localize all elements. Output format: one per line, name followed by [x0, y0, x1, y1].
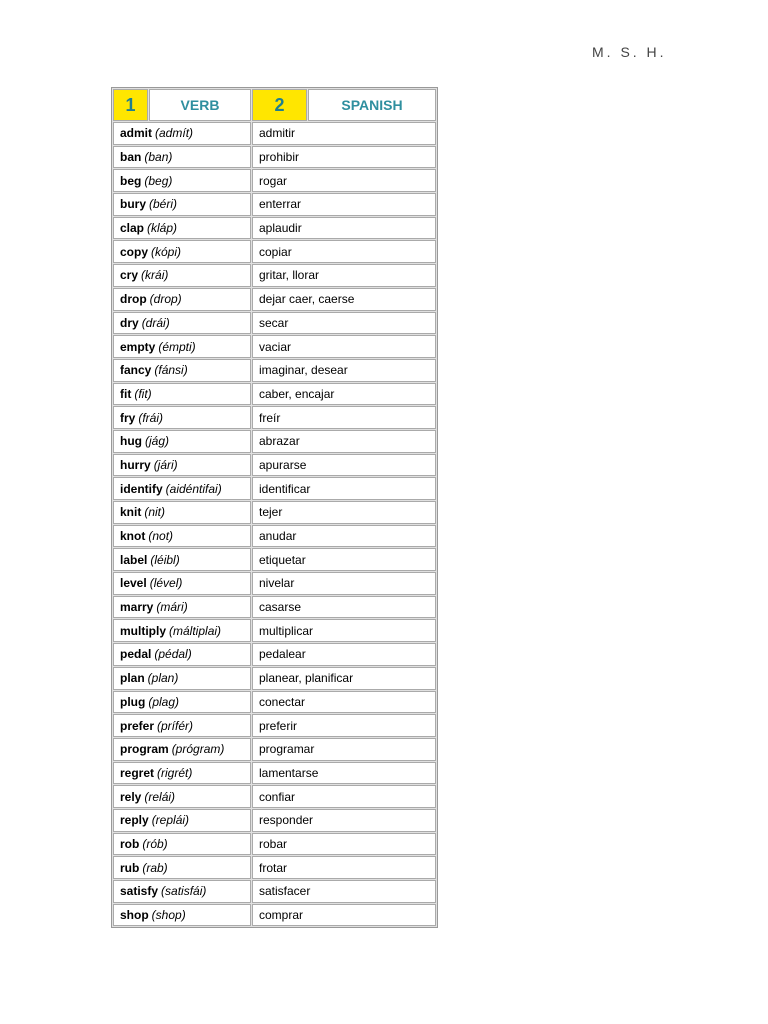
table-body — [113, 122, 436, 926]
verb-word: prefer — [120, 718, 155, 733]
verb-word: fry — [120, 410, 136, 425]
verb-cell — [113, 572, 251, 595]
spanish-translation-cell: gritar, llorar — [252, 264, 436, 287]
verb-word: copy — [120, 244, 149, 259]
verb-word: plug — [120, 694, 146, 709]
spanish-translation-cell: satisfacer — [252, 880, 436, 903]
verb-pronunciation: (béri) — [149, 197, 178, 212]
column-2-number: 2 — [252, 89, 307, 121]
table-row — [113, 383, 436, 406]
verb-pronunciation: (máltiplai) — [169, 623, 222, 638]
verb-cell — [113, 430, 251, 453]
verb-pronunciation: (nit) — [144, 505, 166, 520]
table-row — [113, 217, 436, 240]
verb-cell — [113, 785, 251, 808]
spanish-translation-cell: tejer — [252, 501, 436, 524]
spanish-translation-cell: vaciar — [252, 335, 436, 358]
verb-cell — [113, 146, 251, 169]
table-row — [113, 880, 436, 903]
table-header-row — [113, 89, 436, 121]
verb-word: beg — [120, 173, 142, 188]
verb-word: knit — [120, 505, 142, 520]
spanish-translation-cell: freír — [252, 406, 436, 429]
table-row — [113, 454, 436, 477]
verb-pronunciation: (émpti) — [158, 339, 196, 354]
table-row — [113, 193, 436, 216]
verb-word: admit — [120, 126, 153, 141]
verb-word: identify — [120, 481, 163, 496]
spanish-translation-cell: prohibir — [252, 146, 436, 169]
verb-pronunciation: (beg) — [144, 173, 173, 188]
verb-pronunciation: (rób) — [142, 836, 168, 851]
verb-pronunciation: (plan) — [147, 671, 179, 686]
column-1-number: 1 — [113, 89, 148, 121]
verb-pronunciation: (drái) — [141, 315, 170, 330]
author-initials: M. S. H. — [592, 44, 667, 60]
verb-cell — [113, 667, 251, 690]
verb-cell — [113, 477, 251, 500]
verb-cell — [113, 501, 251, 524]
verb-cell — [113, 643, 251, 666]
verb-word: fit — [120, 386, 132, 401]
verb-word: shop — [120, 908, 149, 923]
spanish-translation-cell: preferir — [252, 714, 436, 737]
spanish-translation-cell: dejar caer, caerse — [252, 288, 436, 311]
verb-pronunciation: (lével) — [149, 576, 183, 591]
verb-cell — [113, 525, 251, 548]
verb-pronunciation: (mári) — [156, 600, 188, 615]
spanish-translation-cell: multiplicar — [252, 619, 436, 642]
spanish-translation-cell: anudar — [252, 525, 436, 548]
table-row — [113, 359, 436, 382]
verb-pronunciation: (pédal) — [154, 647, 192, 662]
verb-cell — [113, 548, 251, 571]
verb-cell — [113, 288, 251, 311]
spanish-translation-cell: imaginar, desear — [252, 359, 436, 382]
verb-word: regret — [120, 765, 155, 780]
verb-word: cry — [120, 268, 139, 283]
verb-cell — [113, 383, 251, 406]
verb-cell — [113, 240, 251, 263]
verb-word: pedal — [120, 647, 152, 662]
verb-word: rely — [120, 789, 142, 804]
verb-pronunciation: (relái) — [144, 789, 176, 804]
verb-pronunciation: (jári) — [153, 457, 178, 472]
verb-pronunciation: (krái) — [141, 268, 169, 283]
verb-word: level — [120, 576, 147, 591]
spanish-translation-cell: responder — [252, 809, 436, 832]
table-row — [113, 643, 436, 666]
verb-word: marry — [120, 600, 154, 615]
verb-cell — [113, 193, 251, 216]
spanish-translation-cell: aplaudir — [252, 217, 436, 240]
verb-cell — [113, 856, 251, 879]
verb-word: plan — [120, 671, 145, 686]
verb-pronunciation: (kópi) — [151, 244, 182, 259]
verb-word: rub — [120, 860, 140, 875]
table-row — [113, 501, 436, 524]
table-row — [113, 596, 436, 619]
verb-word: dry — [120, 315, 139, 330]
spanish-translation-cell: casarse — [252, 596, 436, 619]
table-row — [113, 856, 436, 879]
verb-word: satisfy — [120, 884, 159, 899]
table-row — [113, 122, 436, 145]
verb-cell — [113, 738, 251, 761]
spanish-translation-cell: confiar — [252, 785, 436, 808]
verb-cell — [113, 169, 251, 192]
table-row — [113, 335, 436, 358]
verb-cell — [113, 596, 251, 619]
table-row — [113, 169, 436, 192]
spanish-translation-cell: comprar — [252, 904, 436, 927]
verb-cell — [113, 122, 251, 145]
verb-cell — [113, 406, 251, 429]
spanish-translation-cell: nivelar — [252, 572, 436, 595]
verb-cell — [113, 762, 251, 785]
spanish-translation-cell: pedalear — [252, 643, 436, 666]
verb-pronunciation: (plag) — [148, 694, 180, 709]
verb-word: bury — [120, 197, 147, 212]
verb-cell — [113, 691, 251, 714]
spanish-translation-cell: conectar — [252, 691, 436, 714]
spanish-translation-cell: programar — [252, 738, 436, 761]
verb-word: clap — [120, 221, 145, 236]
table-row — [113, 312, 436, 335]
verb-pronunciation: (replái) — [151, 813, 190, 828]
verb-word: knot — [120, 529, 146, 544]
verb-pronunciation: (kláp) — [147, 221, 178, 236]
spanish-translation-cell: admitir — [252, 122, 436, 145]
verb-cell — [113, 454, 251, 477]
column-spanish-header: SPANISH — [308, 89, 436, 121]
verb-word: rob — [120, 836, 140, 851]
table-row — [113, 904, 436, 927]
spanish-translation-cell: enterrar — [252, 193, 436, 216]
verb-cell — [113, 359, 251, 382]
verb-pronunciation: (prífér) — [157, 718, 194, 733]
spanish-translation-cell: rogar — [252, 169, 436, 192]
verb-word: hurry — [120, 457, 151, 472]
verb-cell — [113, 880, 251, 903]
verb-pronunciation: (not) — [148, 529, 174, 544]
verb-cell — [113, 312, 251, 335]
verb-pronunciation: (jág) — [145, 434, 170, 449]
table-row — [113, 738, 436, 761]
verb-pronunciation: (léibl) — [150, 552, 180, 567]
verb-word: program — [120, 742, 169, 757]
verb-cell — [113, 619, 251, 642]
table-row — [113, 430, 436, 453]
verb-pronunciation: (prógram) — [171, 742, 225, 757]
verb-pronunciation: (shop) — [151, 908, 186, 923]
table-row — [113, 477, 436, 500]
verb-cell — [113, 264, 251, 287]
verb-vocabulary-table — [111, 87, 438, 928]
verb-pronunciation: (frái) — [138, 410, 164, 425]
spanish-translation-cell: frotar — [252, 856, 436, 879]
table-row — [113, 691, 436, 714]
table-row — [113, 809, 436, 832]
verb-pronunciation: (admít) — [155, 126, 194, 141]
verb-pronunciation: (fit) — [134, 386, 152, 401]
table-row — [113, 264, 436, 287]
verb-pronunciation: (aidéntifai) — [165, 481, 222, 496]
table-row — [113, 406, 436, 429]
verb-word: reply — [120, 813, 149, 828]
table-row — [113, 146, 436, 169]
verb-pronunciation: (rigrét) — [157, 765, 193, 780]
spanish-translation-cell: lamentarse — [252, 762, 436, 785]
verb-word: multiply — [120, 623, 167, 638]
table-row — [113, 833, 436, 856]
verb-word: fancy — [120, 363, 152, 378]
verb-word: label — [120, 552, 148, 567]
table-row — [113, 288, 436, 311]
spanish-translation-cell: robar — [252, 833, 436, 856]
table-row — [113, 714, 436, 737]
table-row — [113, 785, 436, 808]
verb-pronunciation: (fánsi) — [154, 363, 188, 378]
verb-cell — [113, 335, 251, 358]
table-row — [113, 667, 436, 690]
verb-pronunciation: (ban) — [144, 150, 173, 165]
table-row — [113, 240, 436, 263]
verb-word: empty — [120, 339, 156, 354]
spanish-translation-cell: planear, planificar — [252, 667, 436, 690]
column-verb-header: VERB — [149, 89, 251, 121]
table-row — [113, 762, 436, 785]
table-row — [113, 548, 436, 571]
verb-pronunciation: (drop) — [149, 292, 182, 307]
verb-pronunciation: (rab) — [142, 860, 168, 875]
spanish-translation-cell: abrazar — [252, 430, 436, 453]
verb-word: hug — [120, 434, 142, 449]
spanish-translation-cell: etiquetar — [252, 548, 436, 571]
verb-cell — [113, 714, 251, 737]
verb-pronunciation: (satisfái) — [161, 884, 207, 899]
verb-cell — [113, 904, 251, 927]
verb-word: drop — [120, 292, 147, 307]
spanish-translation-cell: apurarse — [252, 454, 436, 477]
spanish-translation-cell: copiar — [252, 240, 436, 263]
verb-cell — [113, 809, 251, 832]
verb-cell — [113, 833, 251, 856]
spanish-translation-cell: secar — [252, 312, 436, 335]
spanish-translation-cell: identificar — [252, 477, 436, 500]
spanish-translation-cell: caber, encajar — [252, 383, 436, 406]
table-row — [113, 525, 436, 548]
verb-word: ban — [120, 150, 142, 165]
table-row — [113, 619, 436, 642]
table-row — [113, 572, 436, 595]
verb-cell — [113, 217, 251, 240]
